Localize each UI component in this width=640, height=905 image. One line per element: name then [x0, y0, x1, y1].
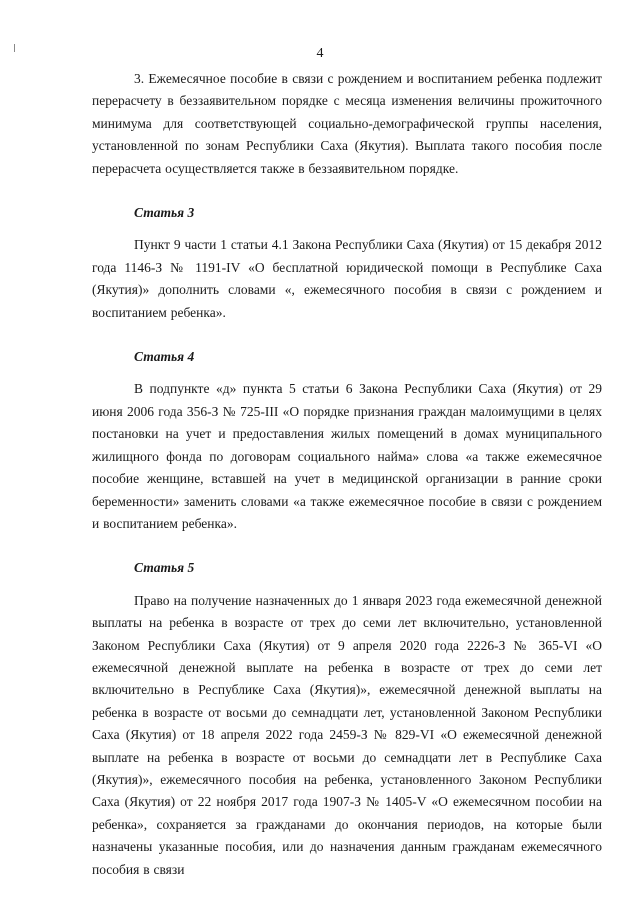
page-number: 4	[316, 46, 324, 61]
document-body	[92, 68, 602, 881]
article-4-heading: Статья 4	[134, 349, 195, 365]
article-5-text: Право на получение назначенных до 1 января 2023 года ежемесячной денежной выплаты на ребенка в возрасте от трех до семи лет включительно, установленной Законом Республики Саха (Якутия) от 9 апреля 2020 года 2226-З № 365-VI «О ежемесячной денежной выплате на ребенка в возрасте от трех до семи лет включительно в Республике Саха (Якутия)», ежемесячной денежной выплаты на ребенка в возрасте от восьми до семнадцати лет, установленной Законом Республики Саха (Якутия) от 18 апреля 2022 года 2459-З № 829-VI «О ежемесячной денежной выплате на ребенка в возрасте от восьми до семнадцати лет в Республике Саха (Якутия)», ежемесячного пособия на ребенка, установленного Законом Республики Саха (Якутия) от 22 ноября 2017 года 1907-З № 1405-V «О ежемесячном пособии на ребенка», сохраняется за гражданами до окончания периодов, на которые были назначены указанные пособия, или до назначения данным гражданам ежемесячного пособия в связи	[92, 592, 602, 877]
article-3-text: Пункт 9 части 1 статьи 4.1 Закона Республики Саха (Якутия) от 15 декабря 2012 года 1146-З № 1191-IV «О бесплатной юридической помощи в Республике Саха (Якутия)» дополнить словами «, ежемесячного пособия в связи с рождением и воспитанием ребенка».	[92, 237, 602, 320]
paragraph-recalculation: 3. Ежемесячное пособие в связи с рождением и воспитанием ребенка подлежит перерасчету в беззаявительном порядке с месяца изменения величины прожиточного минимума для соответствующей социально-демографической группы населения, установленной по зонам Республики Саха (Якутия). Выплата такого пособия после перерасчета осуществляется также в беззаявительном порядке.	[92, 71, 602, 176]
article-3-heading: Статья 3	[134, 205, 195, 221]
article-5-heading: Статья 5	[134, 560, 195, 576]
article-4-text: В подпункте «д» пункта 5 статьи 6 Закона Республики Саха (Якутия) от 29 июня 2006 года 356-З № 725-III «О порядке признания граждан малоимущими в целях постановки на учет и предоставления жилых помещений в домах муниципального жилищного фонда по договорам социального найма» слова «а также ежемесячное пособие женщине, вставшей на учет в медицинской организации в ранние сроки беременности» заменить словами «а также ежемесячное пособие в связи с рождением и воспитанием ребенка».	[92, 381, 602, 531]
